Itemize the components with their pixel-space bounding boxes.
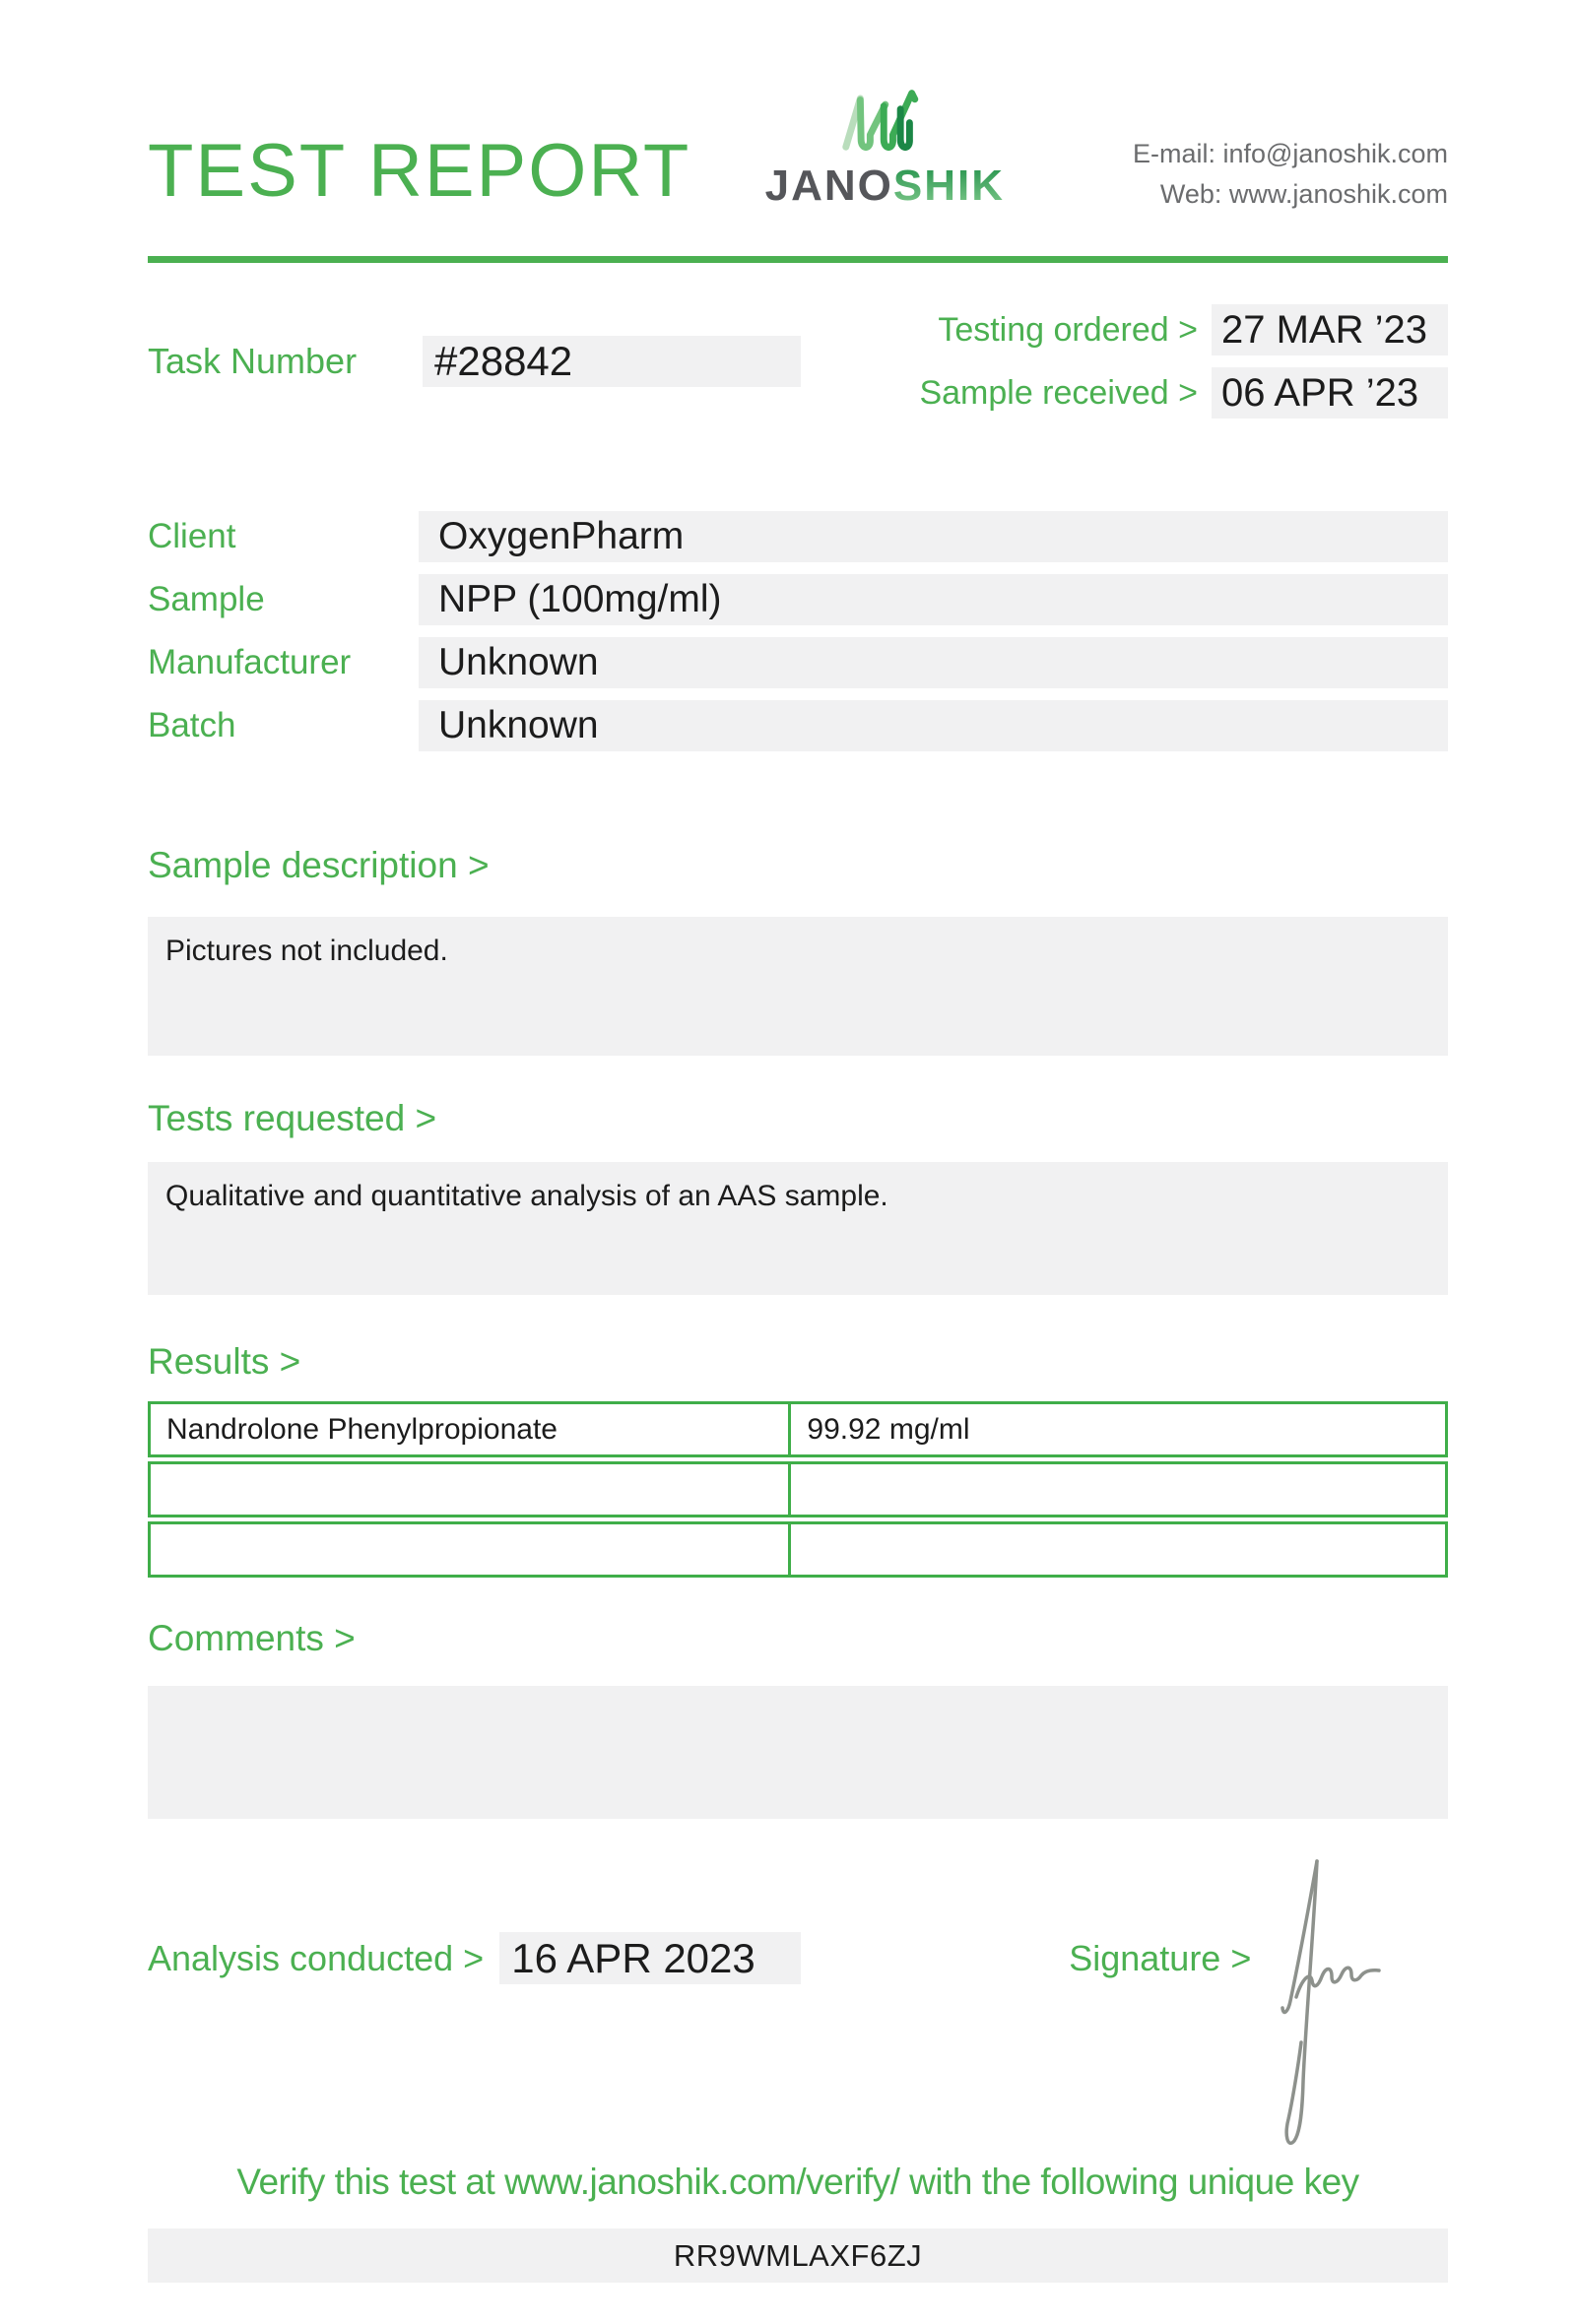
- signature-image: [1269, 1834, 1399, 2151]
- client-value: OxygenPharm: [419, 511, 1448, 562]
- substance-cell: Nandrolone Phenylpropionate: [151, 1404, 791, 1454]
- substance-cell: [151, 1524, 791, 1575]
- client-label: Client: [148, 517, 236, 555]
- contact-email: E-mail: info@janoshik.com: [1132, 139, 1448, 168]
- comments-heading: Comments >: [148, 1618, 356, 1658]
- results-row: [148, 1401, 1448, 1457]
- report-header: [148, 0, 1448, 215]
- brand-wordmark: [765, 161, 1005, 211]
- result-cell: [791, 1524, 1445, 1575]
- batch-value: Unknown: [419, 700, 1448, 751]
- result-cell: [791, 1464, 1445, 1515]
- tests-requested-box: [148, 1162, 1448, 1295]
- result-cell: 99.92 mg/ml: [807, 1412, 970, 1446]
- page-title: TEST REPORT: [148, 129, 691, 213]
- signature-label: Signature >: [1069, 1937, 1252, 1978]
- chart-growth-icon: [835, 79, 934, 158]
- sample-description-heading: Sample description >: [148, 845, 490, 885]
- sample-received-row: [902, 367, 1448, 419]
- testing-ordered-row: [902, 304, 1448, 355]
- sample-label: Sample: [148, 580, 265, 618]
- testing-ordered-label: Testing ordered >: [938, 310, 1198, 349]
- substance-cell: [151, 1464, 791, 1515]
- brand-wordmark-accent: SHIK: [892, 161, 1005, 210]
- task-section: [148, 304, 1448, 419]
- analysis-conducted-label: Analysis conducted >: [148, 1937, 485, 1978]
- detail-row-sample: [148, 574, 1448, 625]
- results-row: [148, 1461, 1448, 1517]
- brand-logo: [761, 79, 1008, 211]
- results-table: [148, 1401, 1448, 1578]
- results-row: [148, 1521, 1448, 1578]
- analysis-date-value: 16 APR 2023: [499, 1932, 801, 1984]
- manufacturer-value: Unknown: [419, 637, 1448, 688]
- tests-requested-text: Qualitative and quantitative analysis of an AAS sample.: [165, 1180, 888, 1212]
- comments-box: [148, 1686, 1448, 1819]
- contact-info: [1133, 134, 1448, 215]
- verify-key-box: [148, 2228, 1448, 2283]
- testing-ordered-value: 27 MAR ’23: [1212, 304, 1448, 355]
- sample-description-box: [148, 917, 1448, 1056]
- batch-label: Batch: [148, 706, 236, 744]
- verify-key-value: RR9WMLAXF6ZJ: [673, 2237, 923, 2273]
- brand-wordmark-primary: JANO: [764, 161, 893, 210]
- sample-received-value: 06 APR ’23: [1212, 367, 1448, 419]
- detail-row-batch: [148, 700, 1448, 751]
- sample-details: [148, 511, 1448, 751]
- sample-description-text: Pictures not included.: [165, 935, 448, 967]
- tests-requested-heading: Tests requested >: [148, 1098, 437, 1138]
- detail-row-client: [148, 511, 1448, 562]
- task-number-label: Task Number: [148, 341, 358, 381]
- header-divider: [148, 256, 1448, 263]
- analysis-row: [148, 1932, 1448, 1984]
- manufacturer-label: Manufacturer: [148, 643, 352, 681]
- dates-block: [902, 304, 1448, 419]
- task-number-row: [148, 304, 801, 419]
- verify-instruction: Verify this test at www.janoshik.com/verify/ with the following unique key: [236, 2162, 1359, 2202]
- results-heading: Results >: [148, 1341, 301, 1382]
- sample-received-label: Sample received >: [919, 373, 1198, 412]
- sample-value: NPP (100mg/ml): [419, 574, 1448, 625]
- contact-web: Web: www.janoshik.com: [1159, 179, 1448, 209]
- task-number-value: #28842: [423, 336, 801, 387]
- detail-row-manufacturer: [148, 637, 1448, 688]
